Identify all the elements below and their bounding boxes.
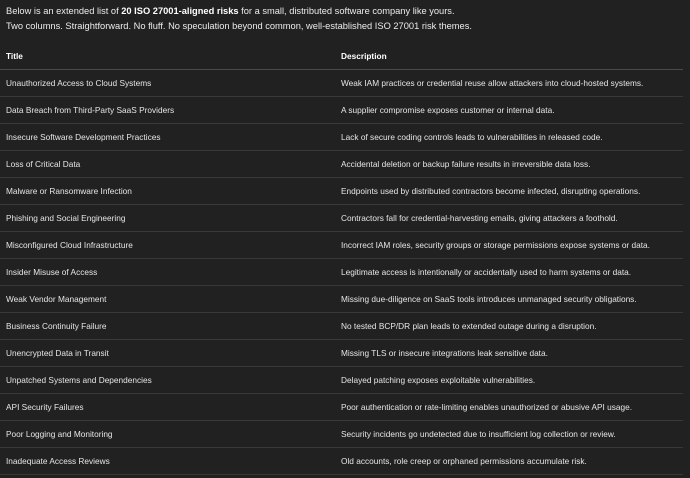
risk-description: Legitimate access is intentionally or accidentally used to harm systems or data. (335, 259, 683, 286)
risk-title: Data Breach from Third-Party SaaS Providers (0, 97, 335, 124)
table-row (0, 286, 683, 313)
risk-description: A supplier compromise exposes customer or internal data. (335, 97, 683, 124)
risk-description: Lack of secure coding controls leads to vulnerabilities in released code. (335, 124, 683, 151)
table-row (0, 70, 683, 97)
table-row (0, 178, 683, 205)
table-row (0, 313, 683, 340)
risk-title: Weak Vendor Management (0, 286, 335, 313)
intro-line-1 (6, 4, 686, 19)
table-row (0, 367, 683, 394)
table-row (0, 421, 683, 448)
risk-description: Contractors fall for credential-harvesting emails, giving attackers a foothold. (335, 205, 683, 232)
column-header-title: Title (0, 42, 335, 70)
risk-title: API Security Failures (0, 394, 335, 421)
response-intro (6, 4, 686, 34)
risk-title: Inadequate Access Reviews (0, 448, 335, 475)
risk-title: Loss of Critical Data (0, 151, 335, 178)
table-row (0, 232, 683, 259)
risk-title: Phishing and Social Engineering (0, 205, 335, 232)
risk-title: Unencrypted Data in Transit (0, 340, 335, 367)
table-row (0, 205, 683, 232)
risk-description: Accidental deletion or backup failure results in irreversible data loss. (335, 151, 683, 178)
risk-title: Malware or Ransomware Infection (0, 178, 335, 205)
risk-title: Poor Logging and Monitoring (0, 421, 335, 448)
risk-description: Missing due-diligence on SaaS tools introduces unmanaged security obligations. (335, 286, 683, 313)
table-row (0, 124, 683, 151)
risk-title: Insider Misuse of Access (0, 259, 335, 286)
risk-description: Old accounts, role creep or orphaned permissions accumulate risk. (335, 448, 683, 475)
risk-table (0, 42, 683, 475)
risk-title: Unpatched Systems and Dependencies (0, 367, 335, 394)
table-row (0, 151, 683, 178)
table-row (0, 448, 683, 475)
table-row (0, 259, 683, 286)
intro-line-1-bold: 20 ISO 27001-aligned risks (121, 6, 239, 16)
column-header-description: Description (335, 42, 683, 70)
table-row (0, 97, 683, 124)
risk-description: Incorrect IAM roles, security groups or storage permissions expose systems or data. (335, 232, 683, 259)
intro-line-1-post: for a small, distributed software company like yours. (238, 6, 455, 16)
risk-description: Weak IAM practices or credential reuse allow attackers into cloud-hosted systems. (335, 70, 683, 97)
intro-line-2: Two columns. Straightforward. No fluff. No speculation beyond common, well-established ISO 27001 risk themes. (6, 21, 472, 31)
risk-description: No tested BCP/DR plan leads to extended outage during a disruption. (335, 313, 683, 340)
risk-description: Missing TLS or insecure integrations leak sensitive data. (335, 340, 683, 367)
intro-line-1-pre: Below is an extended list of (6, 6, 122, 16)
risk-title: Misconfigured Cloud Infrastructure (0, 232, 335, 259)
risk-title: Unauthorized Access to Cloud Systems (0, 70, 335, 97)
table-header-row (0, 42, 683, 70)
table-row (0, 340, 683, 367)
risk-description: Endpoints used by distributed contractors become infected, disrupting operations. (335, 178, 683, 205)
table-row (0, 394, 683, 421)
risk-description: Security incidents go undetected due to insufficient log collection or review. (335, 421, 683, 448)
risk-title: Business Continuity Failure (0, 313, 335, 340)
risk-description: Delayed patching exposes exploitable vulnerabilities. (335, 367, 683, 394)
risk-description: Poor authentication or rate-limiting enables unauthorized or abusive API usage. (335, 394, 683, 421)
risk-title: Insecure Software Development Practices (0, 124, 335, 151)
